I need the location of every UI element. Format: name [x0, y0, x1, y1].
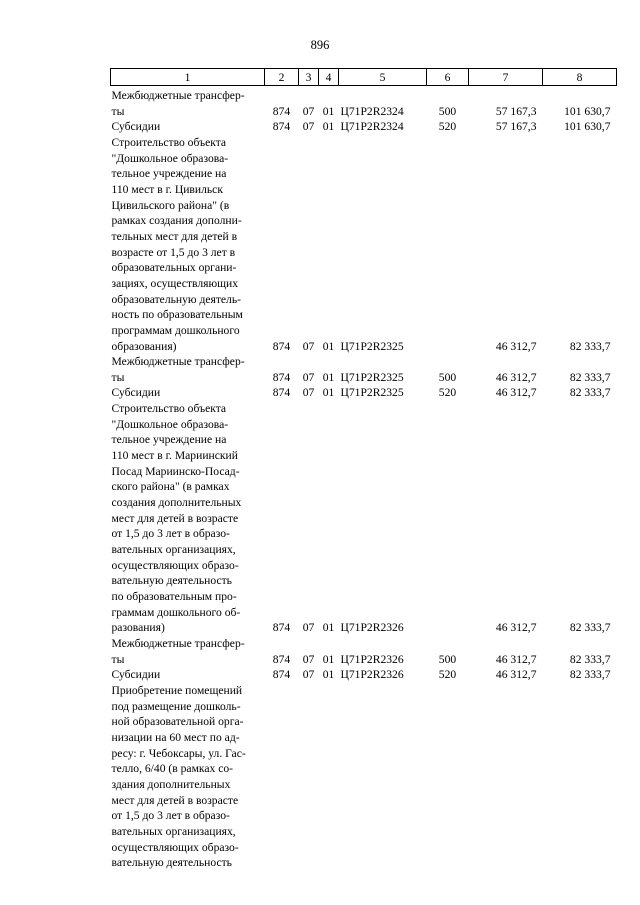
target-article-code: Ц71P2R2325 [340, 370, 404, 384]
amount-col7: 46 312,7 [495, 370, 537, 384]
target-article-code: Ц71P2R2326 [340, 668, 404, 682]
target-article-code [339, 683, 427, 871]
subsection-code: 01 [322, 120, 335, 134]
table-row [111, 683, 617, 871]
row-description: Межбюджетные трансфер- ты [111, 636, 245, 666]
table-row [111, 401, 617, 636]
target-article-code: Ц71P2R2326 [340, 652, 404, 666]
table-row [111, 86, 617, 120]
column-header: 3 [299, 69, 319, 86]
expense-type-code: 500 [438, 104, 457, 118]
subsection-code: 01 [322, 652, 335, 666]
amount-col8: 82 333,7 [569, 652, 611, 666]
row-description: Субсидии [111, 386, 161, 400]
row-description: Приобретение помещений под размещение дошколь- ной образовательной орга- низации на 60 мест по ад- ресу: г. Чебоксары, ул. Гас- телло, 6/40 (в рамках со- здания дополнительных мест для детей в возрасте от 1,5 до 3 лет в образо- вательных организациях, осуществляющих образо- вательную деятельность [111, 683, 246, 870]
amount-col7: 46 312,7 [495, 652, 537, 666]
section-code: 07 [302, 104, 315, 118]
expense-type-code: 500 [438, 652, 457, 666]
subsection-code: 01 [322, 668, 335, 682]
section-code: 07 [302, 621, 315, 635]
amount-col7: 46 312,7 [495, 668, 537, 682]
subsection-code: 01 [322, 339, 335, 353]
expense-type-code: 520 [438, 668, 457, 682]
ministry-code: 874 [272, 668, 291, 682]
section-code: 07 [302, 668, 315, 682]
expense-type-code [427, 401, 469, 636]
page-number: 896 [310, 38, 330, 52]
expense-type-code [427, 683, 469, 871]
expense-type-code: 520 [438, 120, 457, 134]
table-row [111, 354, 617, 385]
ministry-code: 874 [272, 370, 291, 384]
amount-col8: 101 630,7 [564, 120, 611, 134]
amount-col7: 57 167,3 [495, 104, 537, 118]
ministry-code [265, 683, 299, 871]
table-row [111, 119, 617, 135]
header-row [111, 69, 617, 86]
amount-col8: 82 333,7 [569, 621, 611, 635]
section-code: 07 [302, 370, 315, 384]
section-code: 07 [302, 652, 315, 666]
amount-col7: 46 312,7 [495, 621, 537, 635]
row-description: Межбюджетные трансфер- ты [111, 89, 245, 118]
amount-col7: 46 312,7 [495, 339, 537, 353]
column-header: 5 [339, 69, 427, 86]
subsection-code: 01 [322, 370, 335, 384]
amount-col7: 57 167,3 [495, 120, 537, 134]
table-row [111, 636, 617, 667]
column-header: 8 [543, 69, 617, 86]
ministry-code: 874 [272, 339, 291, 353]
column-header: 6 [427, 69, 469, 86]
section-code: 07 [302, 386, 315, 400]
row-description: Субсидии [111, 120, 161, 134]
target-article-code: Ц71P2R2324 [340, 104, 404, 118]
target-article-code: Ц71P2R2326 [340, 621, 404, 635]
column-header: 2 [265, 69, 299, 86]
budget-table [110, 68, 617, 871]
amount-col7: 46 312,7 [495, 386, 537, 400]
row-description: Строительство объекта "Дошкольное образова- тельное учреждение на 110 мест в г. Цивильск Цивильского района" (в рамках создания дополни- тельных мест для детей в возрасте от 1,5 до 3 лет в образовательных органи- зациях, осуществляющих образовательную деятель- ность по образовательным программам дошкольного образования) [111, 135, 243, 353]
table-row [111, 667, 617, 683]
amount-col8: 82 333,7 [569, 370, 611, 384]
column-header: 4 [319, 69, 339, 86]
subsection-code [319, 683, 339, 871]
table-row [111, 135, 617, 354]
amount-col8: 82 333,7 [569, 339, 611, 353]
row-description: Межбюджетные трансфер- ты [111, 355, 245, 384]
table-row [111, 385, 617, 401]
column-header: 1 [111, 69, 265, 86]
amount-col8: 82 333,7 [569, 386, 611, 400]
column-header: 7 [469, 69, 543, 86]
ministry-code: 874 [272, 120, 291, 134]
expense-type-code [427, 135, 469, 354]
subsection-code: 01 [322, 621, 335, 635]
amount-col8: 101 630,7 [564, 104, 611, 118]
amount-col8: 82 333,7 [569, 668, 611, 682]
expense-type-code: 500 [438, 370, 457, 384]
expense-type-code: 520 [438, 386, 457, 400]
amount-col7 [469, 683, 543, 871]
ministry-code: 874 [272, 652, 291, 666]
amount-col8 [543, 683, 617, 871]
section-code [299, 683, 319, 871]
subsection-code: 01 [322, 386, 335, 400]
target-article-code: Ц71P2R2325 [340, 386, 404, 400]
target-article-code: Ц71P2R2325 [340, 339, 404, 353]
row-description: Субсидии [111, 668, 161, 682]
subsection-code: 01 [322, 104, 335, 118]
target-article-code: Ц71P2R2324 [340, 120, 404, 134]
row-description: Строительство объекта "Дошкольное образова- тельное учреждение на 110 мест в г. Мариинский Посад Мариинско-Посад- ского района" (в рамках создания дополнительных мест для детей в возрасте от 1,5 до 3 лет в образо- вательных организациях, осуществляющих образо- вательную деятельность по образовательным про- граммам дошкольного об- разования) [111, 402, 242, 635]
ministry-code: 874 [272, 621, 291, 635]
section-code: 07 [302, 339, 315, 353]
ministry-code: 874 [272, 386, 291, 400]
ministry-code: 874 [272, 104, 291, 118]
section-code: 07 [302, 120, 315, 134]
